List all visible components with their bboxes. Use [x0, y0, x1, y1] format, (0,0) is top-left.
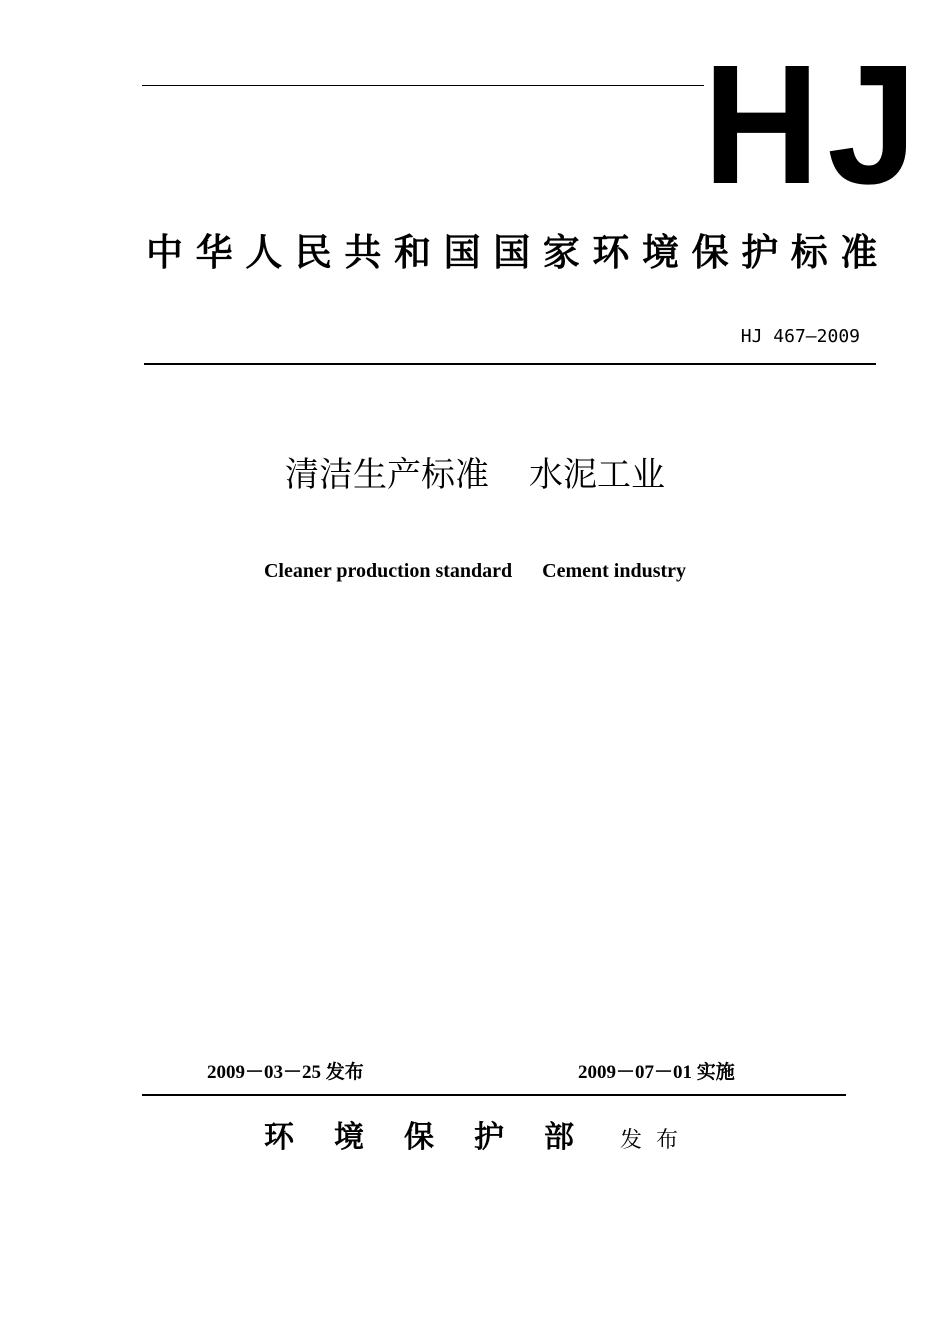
footer-divider: [142, 1094, 846, 1096]
title-chinese: [0, 452, 950, 498]
issuer-action: 发布: [620, 1128, 693, 1153]
header-divider: [144, 363, 876, 365]
standard-category: 中华人民共和国国家环境保护标准: [146, 231, 890, 274]
issuer-line: [264, 1112, 692, 1156]
issue-date: 2009－03－25 发布: [207, 1062, 364, 1083]
implementation-date: 2009－07－01 实施: [578, 1062, 735, 1083]
title-en-main: Cleaner production standard: [263, 560, 513, 582]
standard-code: HJ 467—2009: [740, 326, 860, 347]
hj-logo: HJ: [703, 30, 925, 220]
title-cn-sub: 水泥工业: [529, 455, 665, 495]
top-rule: [142, 85, 704, 86]
title-cn-main: 清洁生产标准: [285, 455, 489, 495]
issuer-name: 环境保护部: [264, 1120, 614, 1155]
title-english: [0, 560, 950, 583]
title-en-sub: Cement industry: [542, 560, 687, 582]
